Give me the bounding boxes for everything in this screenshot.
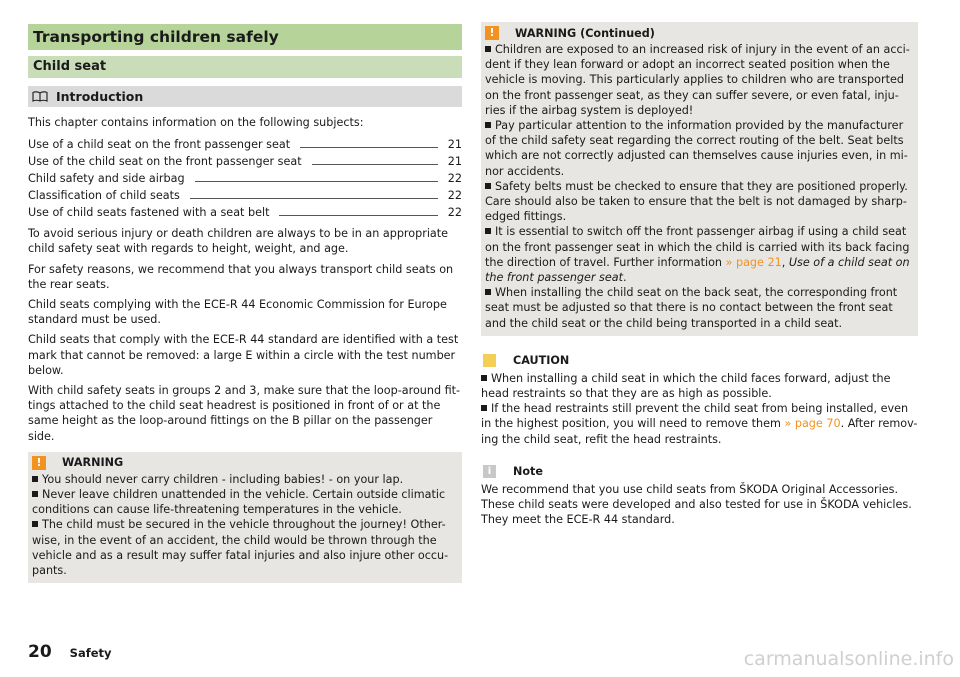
caution-item: When installing a child seat in which the child faces forward, adjust the head restraints so that they are as high as possible. [481, 371, 891, 401]
body-paragraph: With child safety seats in groups 2 and 3, make sure that the loop-around fit-tings attached to the child seat headrest is positioned in front of or at the same height as the loop-around fittings on the B pillar on the passenger side. [28, 384, 461, 443]
caution-title: CAUTION [513, 354, 570, 368]
bullet-square-icon [485, 289, 491, 295]
caution-header [481, 352, 918, 370]
warning-item: Safety belts must be checked to ensure that they are positioned properly. Care should also be taken to ensure that the belt is not damaged by sharp-edged fittings. [485, 179, 908, 224]
note-header [481, 463, 918, 481]
toc-row[interactable] [28, 203, 462, 220]
warning-item: You should never carry children - including babies! - on your lap. [32, 472, 454, 487]
page-number: 20 [28, 642, 52, 662]
caution-icon [483, 354, 496, 367]
toc-page: 21 [447, 154, 462, 168]
caution-item: If the head restraints still prevent the child seat from being installed, even in the highest position, you will need to remove them » page 70. After remov-ing the child seat, refit the head restraints. [481, 402, 918, 446]
toc-row[interactable] [28, 152, 462, 169]
bullet-square-icon [485, 122, 491, 128]
intro-text: This chapter contains information on the following subjects: [28, 116, 364, 129]
warning-item: The child must be secured in the vehicle throughout the journey! Other-wise, in the event of an accident, the child would be thrown through the vehicle and as a result may suffer fatal injuries and also injure other occu-pants. [32, 518, 449, 578]
warning-title: WARNING [62, 456, 124, 470]
toc-row[interactable] [28, 169, 462, 186]
bullet-square-icon [32, 521, 38, 527]
toc-row[interactable] [28, 135, 462, 152]
bullet-square-icon [485, 228, 491, 234]
warning-item: Children are exposed to an increased risk of injury in the event of an acci-dent if they lean forward or adopt an incorrect seated position when the vehicle is moving. This particularly applies to children who are transported on the front passenger seat, as they can suffer severe, or even fatal, inju-ries if the airbag system is deployed! [485, 43, 910, 117]
warning-continued-title: WARNING (Continued) [515, 26, 655, 40]
right-column [481, 22, 918, 527]
warning-item: Pay particular attention to the information provided by the manufacturer of the child safety seat regarding the correct routing of the belt. Seat belts which are not correctly adjusted can themselves cause injuries even, in mi-nor accidents. [485, 119, 908, 178]
toc-page: 22 [447, 205, 462, 219]
info-icon: i [483, 465, 496, 478]
watermark: carmanualsonline.info [743, 648, 954, 670]
body-paragraph: Child seats that comply with the ECE-R 44 standard are identified with a test mark that cannot be removed: a large E within a circle with the test number below. [28, 333, 459, 377]
warning-header [32, 454, 454, 472]
left-column [28, 24, 462, 583]
table-of-contents [28, 135, 462, 220]
note-title: Note [513, 465, 543, 479]
toc-page: 21 [447, 137, 462, 151]
body-paragraph: To avoid serious injury or death children are always to be in an appropriate child safety seat with regards to height, weight, and age. [28, 227, 449, 256]
toc-page: 22 [447, 188, 462, 202]
bullet-square-icon [481, 375, 487, 381]
page-link[interactable]: » page 70 [784, 417, 841, 431]
cross-reference-title: Use of a child seat on the front passenger seat [485, 255, 910, 285]
warning-continued-header [485, 24, 910, 42]
book-icon [32, 91, 48, 102]
warning-box [28, 452, 462, 583]
subsection-title: Introduction [56, 89, 144, 104]
bullet-square-icon [485, 183, 491, 189]
section-title: Child seat [28, 56, 462, 78]
bullet-square-icon [32, 476, 38, 482]
note-text: We recommend that you use child seats from ŠKODA Original Accessories. These child seats were developed and also tested for use in ŠKODA vehicles. They meet the ECE-R 44 standard. [481, 482, 912, 527]
toc-row[interactable] [28, 186, 462, 203]
chapter-title: Transporting children safely [28, 24, 462, 50]
toc-title: Child safety and side airbag [28, 171, 185, 185]
toc-title: Use of the child seat on the front passenger seat [28, 154, 302, 168]
warning-continued-box [481, 22, 918, 336]
bullet-square-icon [32, 491, 38, 497]
warning-item: It is essential to switch off the front passenger airbag if using a child seat on the front passenger seat in which the child is carried with its back facing the direction of travel. Further information » page 21, Use of a child seat on the front passenger seat. [485, 225, 910, 285]
toc-title: Classification of child seats [28, 188, 180, 202]
warning-item: Never leave children unattended in the vehicle. Certain outside climatic conditions can cause life-threatening temperatures in the vehicle. [32, 488, 446, 517]
page-footer [28, 642, 112, 662]
bullet-square-icon [481, 405, 487, 411]
body-paragraph: Child seats complying with the ECE-R 44 Economic Commission for Europe standard must be used. [28, 298, 447, 327]
toc-page: 22 [447, 171, 462, 185]
toc-title: Use of child seats fastened with a seat belt [28, 205, 270, 219]
bullet-square-icon [485, 46, 491, 52]
toc-title: Use of a child seat on the front passenger seat [28, 137, 291, 151]
subsection-header [28, 86, 462, 107]
warning-item: When installing the child seat on the back seat, the corresponding front seat must be adjusted so that there is no contact between the front seat and the child seat or the child being transported in a child seat. [485, 286, 898, 330]
warning-icon: ! [485, 26, 499, 40]
body-paragraph: For safety reasons, we recommend that you always transport child seats on the rear seats. [28, 262, 454, 291]
warning-icon: ! [32, 456, 46, 470]
footer-section-label: Safety [69, 646, 112, 660]
page-link[interactable]: » page 21 [725, 255, 782, 269]
